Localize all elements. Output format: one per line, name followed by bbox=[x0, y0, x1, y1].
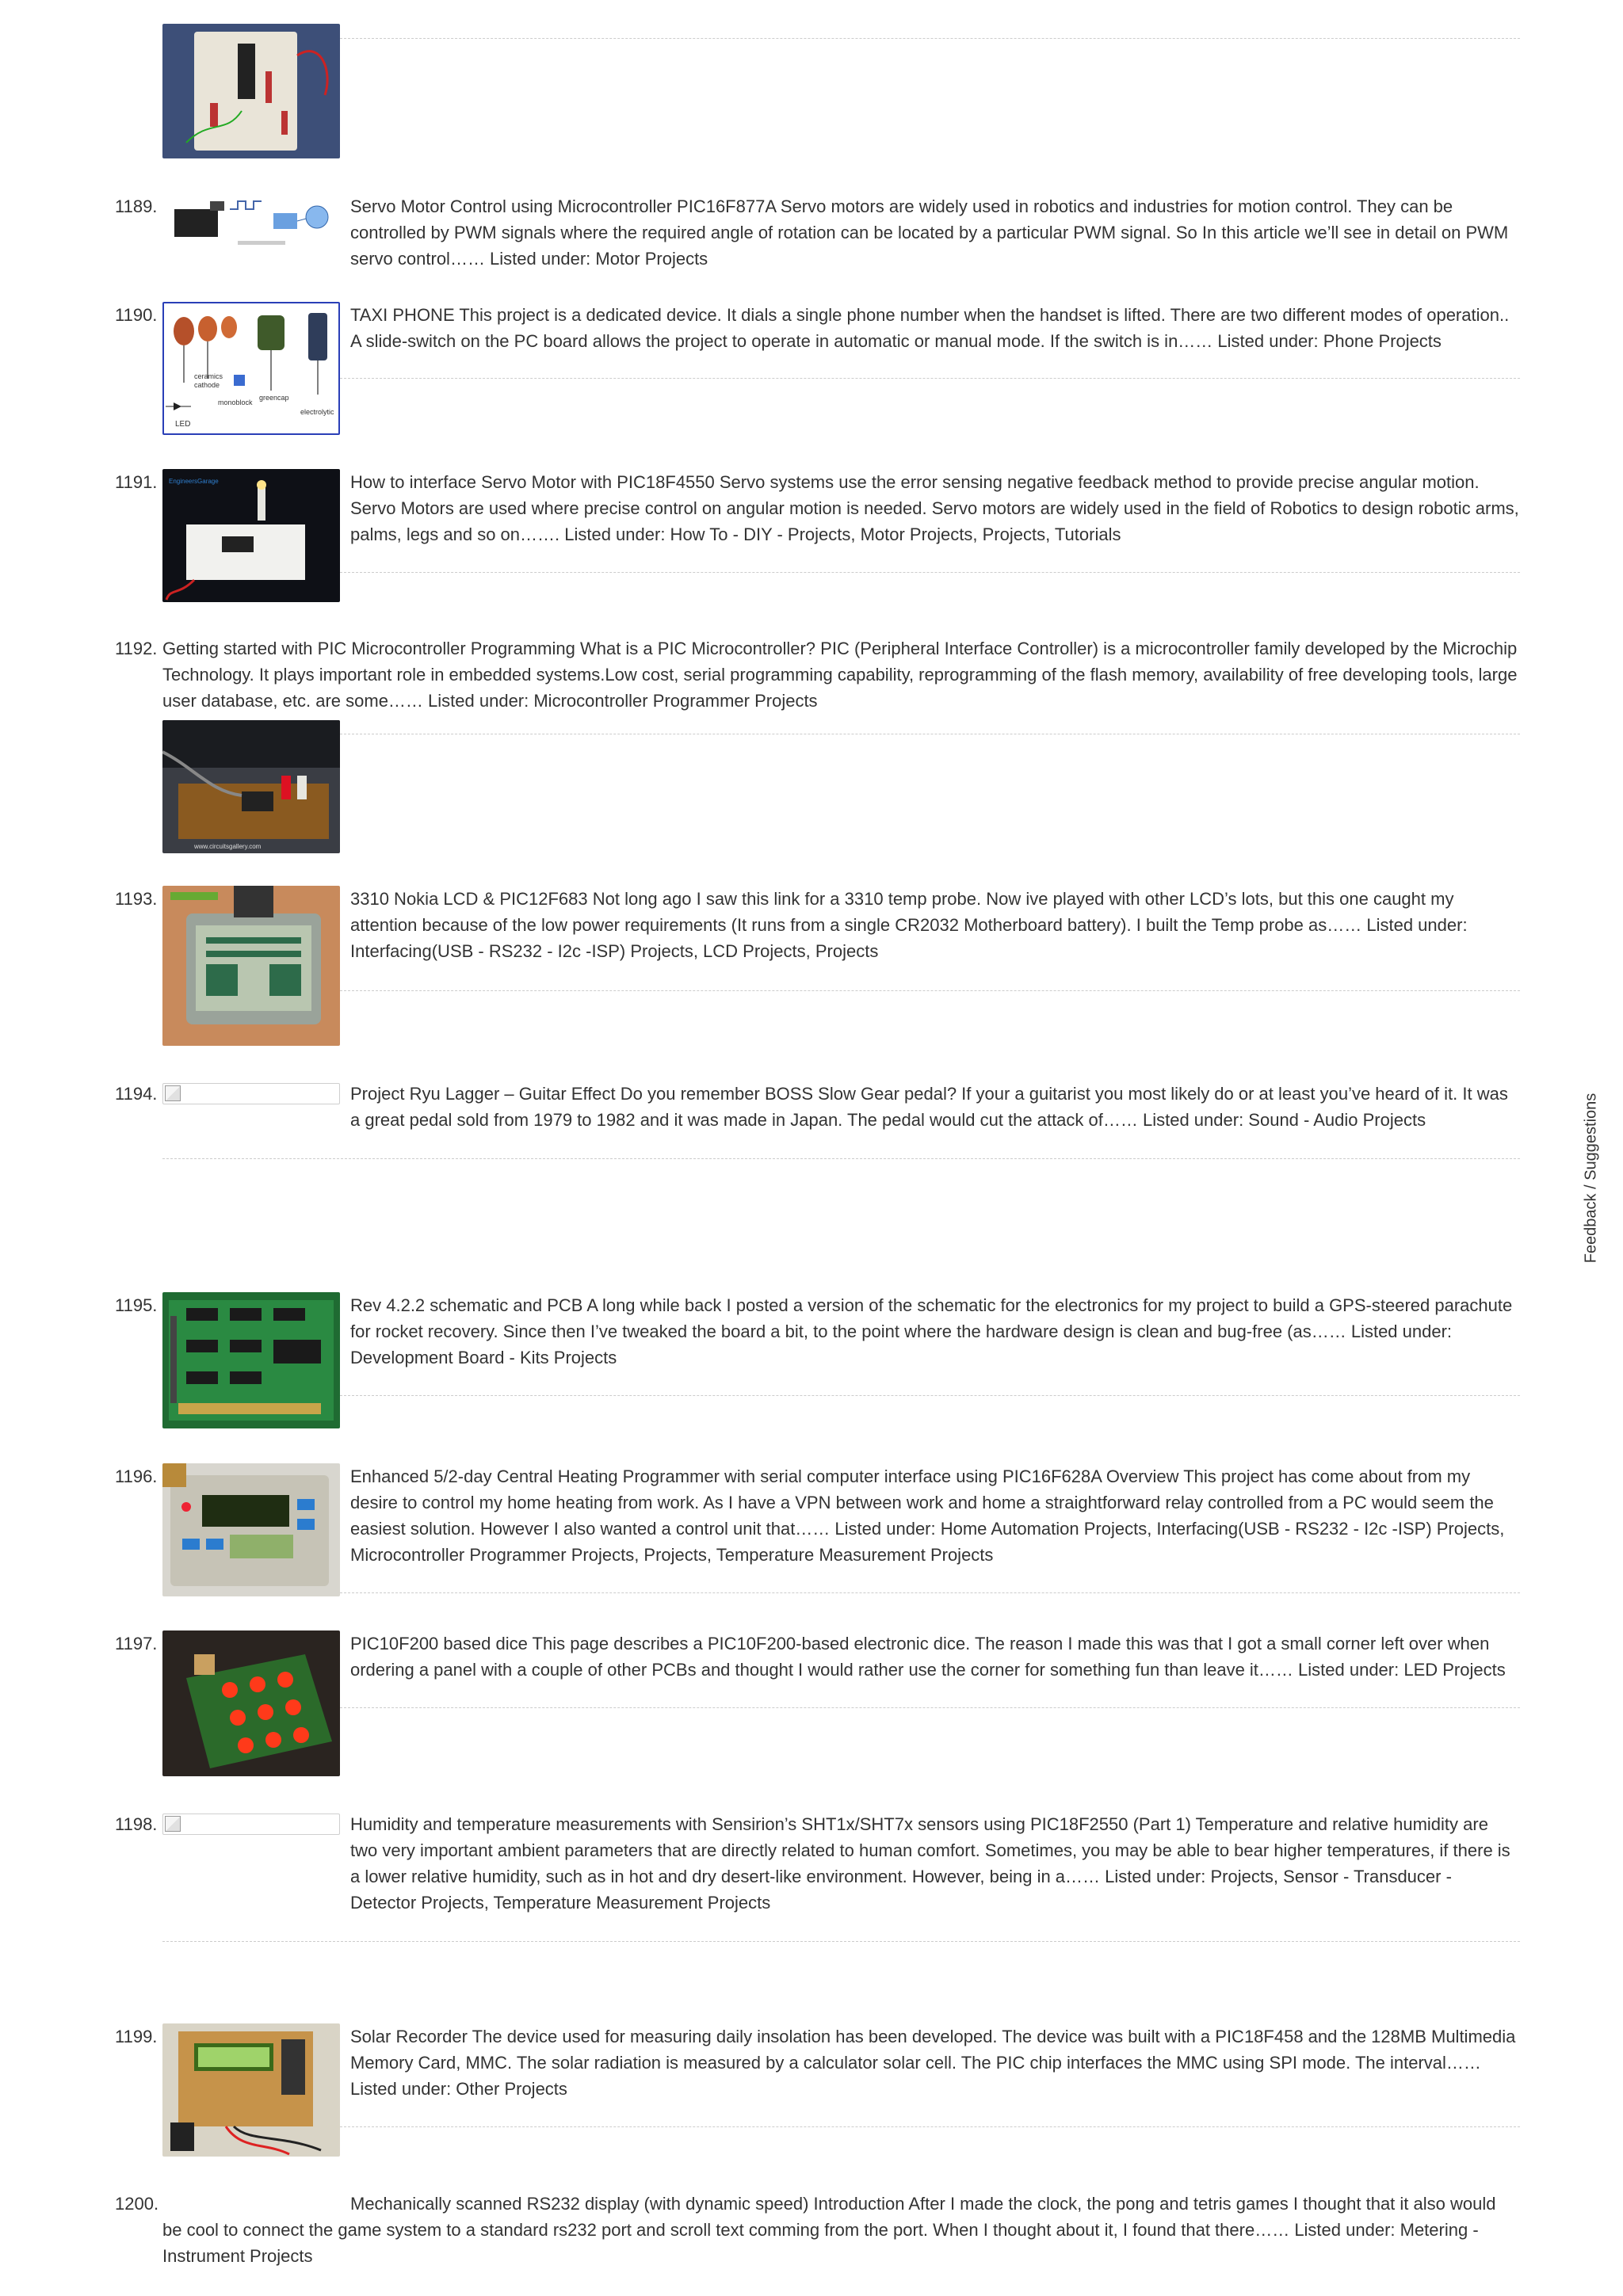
item-number: 1191. bbox=[115, 472, 158, 492]
item-text[interactable]: How to interface Servo Motor with PIC18F4550 Servo systems use the error sensing negative feedback method to provide precise angular motion. Servo Motors are used where precise control on angular motion is needed. Servo motors are widely used in the field of Robotics to design robotic arms, palms, legs and so on……. Listed under: How To - DIY - Projects, Motor Projects, Projects, Tutorials bbox=[350, 472, 1519, 544]
item-text[interactable]: Servo Motor Control using Microcontroller PIC16F877A Servo motors are widely used in robotics and industries for motion control. They can be controlled by PWM signals where the required angle of rotation can be located by a particular PWM signal. So In this article we’ll see in detail on PWM servo control…… Listed under: Motor Projects bbox=[350, 196, 1509, 269]
item-text[interactable]: Project Ryu Lagger – Guitar Effect Do you remember BOSS Slow Gear pedal? If your a guitarist you most likely do or at least you’ve heard of it. It was a great pedal sold from 1979 to 1982 and it was made in Japan. The pedal would cut the attack of…… Listed under: Sound - Audio Projects bbox=[350, 1084, 1508, 1130]
item-number: 1200. bbox=[115, 2194, 159, 2214]
thumbnail-heating-programmer[interactable] bbox=[162, 1463, 340, 1596]
label-monoblock: monoblock bbox=[218, 399, 253, 406]
separator bbox=[340, 1707, 1520, 1708]
item-number: 1189. bbox=[115, 196, 158, 216]
svg-text:EngineersGarage: EngineersGarage bbox=[169, 478, 219, 485]
item-number: 1194. bbox=[115, 1084, 158, 1104]
separator bbox=[340, 1592, 1520, 1593]
item-number: 1198. bbox=[115, 1814, 158, 1834]
item-number: 1195. bbox=[115, 1295, 158, 1315]
separator bbox=[340, 990, 1520, 991]
thumbnail-nokia-lcd[interactable] bbox=[162, 886, 340, 1046]
thumbnail-led-dice[interactable] bbox=[162, 1630, 340, 1776]
thumbnail-servo[interactable] bbox=[162, 193, 340, 263]
thumbnail-capacitors[interactable] bbox=[162, 302, 340, 435]
item-number: 1197. bbox=[115, 1634, 158, 1653]
item-number: 1190. bbox=[115, 305, 158, 325]
separator bbox=[340, 378, 1520, 379]
item-number: 1192. bbox=[115, 639, 158, 658]
item-text[interactable]: Getting started with PIC Microcontroller Programming What is a PIC Microcontroller? PIC (Peripheral Interface Controller) is a microcontroller family developed by the Microchip Technology. It plays important role in embedded systems.Low cost, serial programming capability, reprogramming of the flash memory, availability of free developing tools, large user database, etc. are some…… Listed under: Microcontroller Programmer Projects bbox=[162, 639, 1518, 711]
thumbnail-gps-pcb[interactable] bbox=[162, 1292, 340, 1428]
separator bbox=[162, 1941, 1520, 1942]
item-number: 1199. bbox=[115, 2027, 158, 2046]
item-text[interactable]: Solar Recorder The device used for measuring daily insolation has been developed. The device was built with a PIC18F458 and the 128MB Multimedia Memory Card, MMC. The solar radiation is measured by a calculator solar cell. The PIC chip interfaces the MMC using SPI mode. The interval…… Listed under: Other Projects bbox=[350, 2027, 1516, 2099]
item-text[interactable]: TAXI PHONE This project is a dedicated device. It dials a single phone number when the handset is lifted. There are two different modes of operation.. A slide-switch on the PC board allows the project to operate in automatic or manual mode. If the switch is in…… Listed under: Phone Projects bbox=[350, 305, 1510, 351]
item-text[interactable]: Rev 4.2.2 schematic and PCB A long while back I posted a version of the schematic for the electronics for my project to build a GPS-steered parachute for rocket recovery. Since then I’ve tweaked the board a bit, to the point where the hardware design is clean and bug-free (as…… Listed under: Development Board - Kits Projects bbox=[350, 1295, 1513, 1367]
item-text[interactable]: PIC10F200 based dice This page describes a PIC10F200-based electronic dice. The reason I made this was that I got a small corner left over when ordering a panel with a couple of other PCBs and thought I would rather use the corner for something fun than leave it…… Listed under: LED Projects bbox=[350, 1634, 1506, 1680]
label-ceramics: ceramics bbox=[194, 372, 223, 380]
broken-image-icon bbox=[165, 1085, 181, 1101]
thumbnail-broken-image[interactable] bbox=[162, 1083, 340, 1104]
item-text[interactable]: Enhanced 5/2-day Central Heating Programmer with serial computer interface using PIC16F628A Overview This project has come about from my desire to control my home heating from work. As I have a VPN between work and home a straightforward relay controlled from a PC would seem the easiest solution. However I also wanted a control unit that…… Listed under: Home Automation Projects, Interfacing(USB - RS232 - I2c -ISP) Projects, Microcontroller Programmer Projects, Projects, Temperature Measurement Projects bbox=[350, 1466, 1505, 1565]
svg-text:www.circuitsgallery.com: www.circuitsgallery.com bbox=[194, 843, 262, 850]
thumbnail-pic-programmer[interactable] bbox=[162, 720, 340, 853]
item-text[interactable]: Mechanically scanned RS232 display (with dynamic speed) Introduction After I made the clock, the pong and tetris games I thought that it also would be cool to connect the game system to a standard rs232 port and scroll text comming from the port. When I thought about it, I found that there…… Listed under: Metering - Instrument Projects bbox=[162, 2194, 1496, 2266]
feedback-label: Feedback / Suggestions bbox=[1582, 1093, 1600, 1264]
label-greencap: greencap bbox=[259, 394, 289, 402]
item-text[interactable]: 3310 Nokia LCD & PIC12F683 Not long ago I saw this link for a 3310 temp probe. Now ive played with other LCD’s lots, but this one caught my attention because of the low power requirements (It runs from a single CR2032 Motherboard battery). I built the Temp probe as…… Listed under: Interfacing(USB - RS232 - I2c -ISP) Projects, LCD Projects, Projects bbox=[350, 889, 1468, 961]
item-number: 1193. bbox=[115, 889, 158, 909]
separator bbox=[340, 1395, 1520, 1396]
label-led: LED bbox=[175, 420, 191, 429]
item-number: 1196. bbox=[115, 1466, 158, 1486]
separator bbox=[340, 38, 1520, 39]
separator bbox=[340, 2126, 1520, 2127]
thumbnail-broken-image[interactable] bbox=[162, 1814, 340, 1835]
thumbnail-breadboard[interactable] bbox=[162, 24, 340, 158]
thumbnail-servo-breadboard[interactable] bbox=[162, 469, 340, 602]
broken-image-icon bbox=[165, 1816, 181, 1832]
separator bbox=[162, 1158, 1520, 1159]
label-electrolytic: electrolytic bbox=[300, 408, 334, 416]
thumbnail-solar-recorder[interactable] bbox=[162, 2023, 340, 2157]
label-cathode: cathode bbox=[194, 381, 220, 389]
item-text[interactable]: Humidity and temperature measurements with Sensirion’s SHT1x/SHT7x sensors using PIC18F2550 (Part 1) Temperature and relative humidity are two very important ambient parameters that are directly related to human comfort. Sometimes, you may be able to bear higher temperatures, if there is a lower relative humidity, such as in hot and dry desert-like environment. However, being in a…… Listed under: Projects, Sensor - Transducer - Detector Projects, Temperature Measurement Projects bbox=[350, 1814, 1510, 1913]
separator bbox=[340, 572, 1520, 573]
feedback-tab[interactable] bbox=[1575, 1087, 1607, 1269]
